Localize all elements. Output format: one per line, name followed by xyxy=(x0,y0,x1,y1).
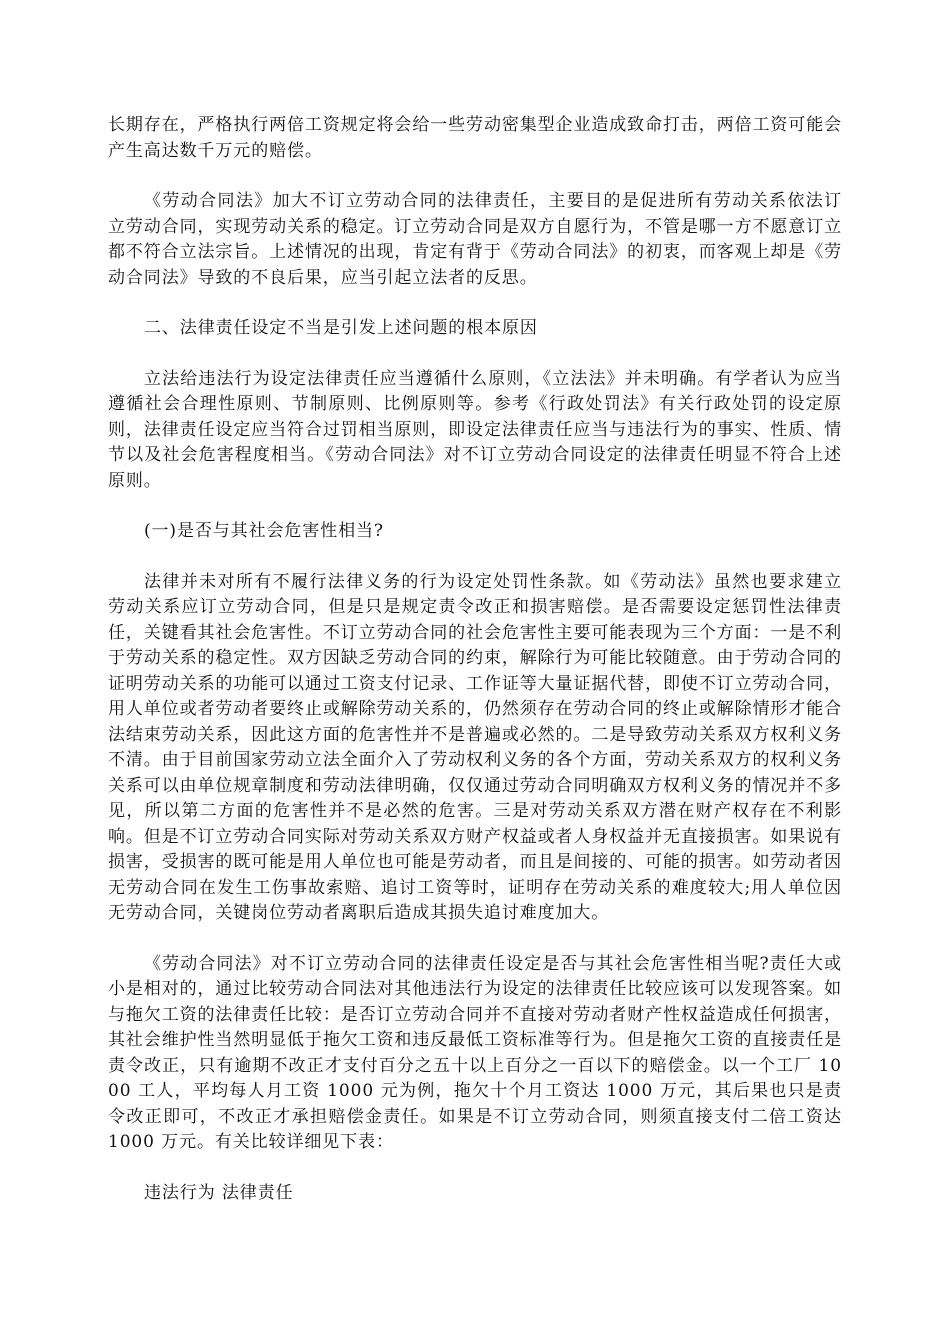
document-body xyxy=(108,113,842,1231)
paragraph-principles: 立法给违法行为设定法律责任应当遵循什么原则，《立法法》并未明确。有学者认为应当遵循社会合理性原则、节制原则、比例原则等。参考《行政处罚法》有关行政处罚的设定原则，法律责任设定应当符合过罚相当原则，即设定法律责任应当与违法行为的事实、性质、情节以及社会危害程度相当。《劳动合同法》对不订立劳动合同设定的法律责任明显不符合上述原则。 xyxy=(108,368,842,491)
table-header-row: 违法行为 法律责任 xyxy=(144,1182,294,1203)
paragraph-continuation: 长期存在，严格执行两倍工资规定将会给一些劳动密集型企业造成致命打击，两倍工资可能会产生高达数千万元的赔偿。 xyxy=(108,115,842,161)
section-heading: 二、法律责任设定不当是引发上述问题的根本原因 xyxy=(144,318,538,338)
paragraph-social-harm: 法律并未对所有不履行法律义务的行为设定处罚性条款。如《劳动法》虽然也要求建立劳动关系应订立劳动合同，但是只是规定责令改正和损害赔偿。是否需要设定惩罚性法律责任，关键看其社会危害性。不订立劳动合同的社会危害性主要可能表现为三个方面：一是不利于劳动关系的稳定性。双方因缺乏劳动合同的约束，解除行为可能比较随意。由于劳动合同的证明劳动关系的功能可以通过工资支付记录、工作证等大量证据代替，即使不订立劳动合同，用人单位或者劳动者要终止或解除劳动关系的，仍然须存在劳动合同的终止或解除情形才能合法结束劳动关系，因此这方面的危害性并不是普遍或必然的。二是导致劳动关系双方权利义务不清。由于目前国家劳动立法全面介入了劳动权利义务的各个方面，劳动关系双方的权利义务关系可以由单位规章制度和劳动法律明确，仅仅通过劳动合同明确双方权利义务的情况并不多见，所以第二方面的危害性并不是必然的危害。三是对劳动关系双方潜在财产权存在不利影响。但是不订立劳动合同实际对劳动关系双方财产权益或者人身权益并无直接损害。如果说有损害，受损害的既可能是用人单位也可能是劳动者，而且是间接的、可能的损害。如劳动者因无劳动合同在发生工伤事故索赔、追讨工资等时，证明存在劳动关系的难度较大;用人单位因无劳动合同，关键岗位劳动者离职后造成其损失追讨难度加大。 xyxy=(108,571,842,923)
subsection-heading: (一)是否与其社会危害性相当? xyxy=(144,521,384,541)
paragraph-comparison: 《劳动合同法》对不订立劳动合同的法律责任设定是否与其社会危害性相当呢?责任大或小是相对的，通过比较劳动合同法对其他违法行为设定的法律责任比较应该可以发现答案。如与拖欠工资的法律责任比较：是否订立劳动合同并不直接对劳动者财产性权益造成任何损害，其社会维护性当然明显低于拖欠工资和违反最低工资标准等行为。但是拖欠工资的直接责任是责令改正，只有逾期不改正才支付百分之五十以上百分之一百以下的赔偿金。以一个工厂 1000 工人，平均每人月工资 1000 元为例，拖欠十个月工资达 1000 万元，其后果也只是责令改正即可，不改正才承担赔偿金责任。如果是不订立劳动合同，则须直接支付二倍工资达 1000 万元。有关比较详细见下表： xyxy=(108,953,842,1152)
paragraph-legislative-intent: 《劳动合同法》加大不订立劳动合同的法律责任，主要目的是促进所有劳动关系依法订立劳动合同，实现劳动关系的稳定。订立劳动合同是双方自愿行为，不管是哪一方不愿意订立都不符合立法宗旨。上述情况的出现，肯定有背于《劳动合同法》的初衷，而客观上却是《劳动合同法》导致的不良后果，应当引起立法者的反思。 xyxy=(108,191,842,288)
